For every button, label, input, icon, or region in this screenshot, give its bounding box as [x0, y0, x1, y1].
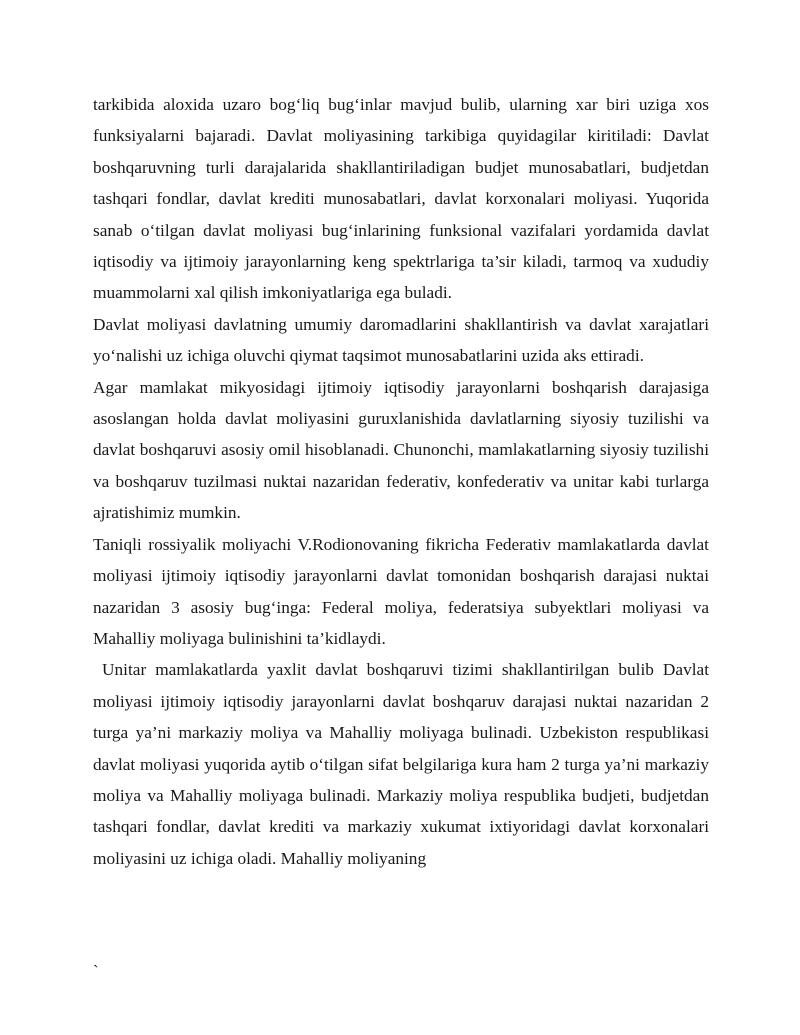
paragraph-3: Agar mamlakat mikyosidagi ijtimoiy iqtisodiy jarayonlarni boshqarish darajasiga asoslangan holda davlat moliyasini guruxlanishida davlatlarning siyosiy tuzilishi va davlat boshqaruvi asosiy omil hisoblanadi. Chunonchi, mamlakatlarning siyosiy tuzilishi va boshqaruv tuzilmasi nuktai nazaridan federativ, konfederativ va unitar kabi turlarga ajratishimiz mumkin.: [93, 377, 709, 523]
document-body: [93, 89, 714, 874]
paragraph-2: Davlat moliyasi davlatning umumiy daromadlarini shakllantirish va davlat xarajatlari yo‘nalishi uz ichiga oluvchi qiymat taqsimot munosabatlarini uzida aks ettiradi.: [93, 314, 709, 366]
paragraph-4: Taniqli rossiyalik moliyachi V.Rodionovaning fikricha Federativ mamlakatlarda davlat moliyasi ijtimoiy iqtisodiy jarayonlarni davlat tomonidan boshqarish darajasi nuktai nazaridan 3 asosiy bug‘inga: Federal moliya, federatsiya subyektlari moliyasi va Mahalliy moliyaga bulinishini ta’kidlaydi.: [93, 534, 709, 648]
footer-mark: `: [93, 962, 99, 981]
paragraph-5: Unitar mamlakatlarda yaxlit davlat boshqaruvi tizimi shakllantirilgan bulib Davlat moliyasi ijtimoiy iqtisodiy jarayonlarni davlat boshqaruv darajasi nuktai nazaridan 2 turga ya’ni markaziy moliya va Mahalliy moliyaga bulinadi. Uzbekiston respublikasi davlat moliyasi yuqorida aytib o‘tilgan sifat belgilariga kura ham 2 turga ya’ni markaziy moliya va Mahalliy moliyaga bulinadi. Markaziy moliya respublika budjeti, budjetdan tashqari fondlar, davlat krediti va markaziy xukumat ixtiyoridagi davlat korxonalari moliyasini uz ichiga oladi. Mahalliy moliyaning: [93, 660, 714, 868]
paragraph-1: tarkibida aloxida uzaro bog‘liq bug‘inlar mavjud bulib, ularning xar biri uziga xos funksiyalarni bajaradi. Davlat moliyasining tarkibiga quyidagilar kiritiladi: Davlat boshqaruvning turli darajalarida shakllantiriladigan budjet munosabatlari, budjetdan tashqari fondlar, davlat krediti munosabatlari, davlat korxonalari moliyasi. Yuqorida sanab o‘tilgan davlat moliyasi bug‘inlarining funksional vazifalari yordamida davlat iqtisodiy va ijtimoiy jarayonlarning keng spektrlariga ta’sir kiladi, tarmoq va xududiy muammolarni xal qilish imkoniyatlariga ega buladi.: [93, 95, 709, 303]
